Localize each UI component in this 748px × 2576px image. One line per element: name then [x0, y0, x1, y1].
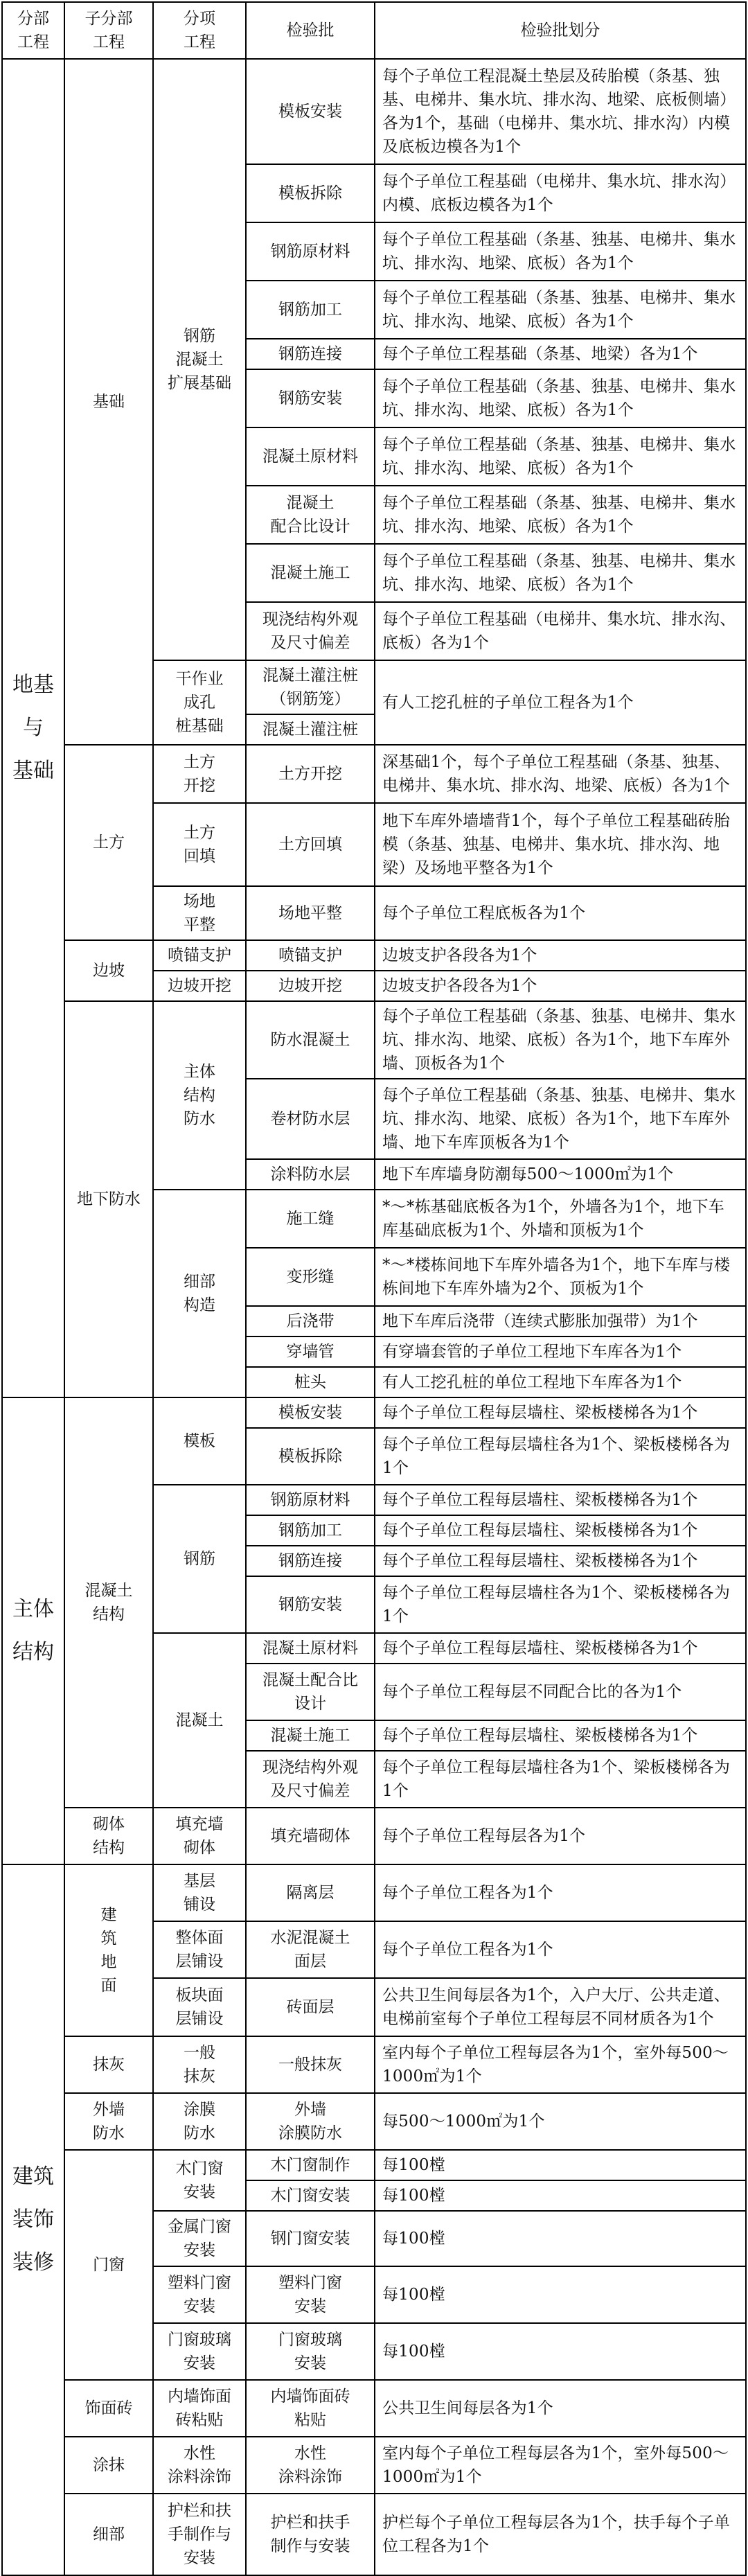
division-cell: 每个子单位工程每层各为1个	[375, 1808, 746, 1864]
table-row	[2, 2093, 746, 2150]
batch-cell: 木门窗安装	[246, 2180, 375, 2211]
batch-cell: 钢筋安装	[246, 369, 375, 427]
subdivision-details: 细部	[64, 2494, 153, 2575]
subdivision-plastering: 抹灰	[64, 2036, 153, 2093]
table-row	[2, 59, 746, 164]
item-site-leveling: 场地 平整	[153, 886, 246, 940]
table-row	[2, 2494, 746, 2575]
subdivision-floor: 建 筑 地 面	[64, 1864, 153, 2036]
item-formwork: 模板	[153, 1397, 246, 1485]
division-cell: 每个子单位工程基础（电梯井、集水坑、排水沟、底板）各为1个	[375, 602, 746, 660]
division-cell: 每个子单位工程每层墙柱、梁板楼梯各为1个	[375, 1633, 746, 1664]
division-cell: 每个子单位工程每层墙柱、梁板楼梯各为1个	[375, 1515, 746, 1546]
header-subdivision: 子分部 工程	[64, 2, 153, 59]
item-bored-pile: 干作业 成孔 桩基础	[153, 660, 246, 745]
division-cell: 有穿墙套管的子单位工程地下车库各为1个	[375, 1336, 746, 1367]
header-row	[2, 2, 746, 59]
batch-cell: 模板拆除	[246, 1428, 375, 1485]
batch-cell: 桩头	[246, 1367, 375, 1397]
item-window-glass: 门窗玻璃 安装	[153, 2323, 246, 2380]
batch-cell: 喷锚支护	[246, 940, 375, 971]
batch-cell: 水泥混凝土 面层	[246, 1921, 375, 1978]
division-cell: 每个子单位工程基础（条基、独基、电梯井、集水坑、排水沟、地梁、底板）各为1个	[375, 369, 746, 427]
division-cell: 室内每个子单位工程每层各为1个，室外每500～1000㎡为1个	[375, 2437, 746, 2494]
batch-cell: 木门窗制作	[246, 2150, 375, 2180]
division-cell: 每个子单位工程基础（电梯井、集水坑、排水沟）内模、底板边模各为1个	[375, 164, 746, 222]
inspection-lot-table	[1, 1, 747, 2576]
item-infill-masonry: 填充墙 砌体	[153, 1808, 246, 1864]
item-plastic-window: 塑料门窗 安装	[153, 2266, 246, 2323]
subdivision-concrete-structure: 混凝土 结构	[64, 1397, 153, 1808]
item-general-plastering: 一般 抹灰	[153, 2036, 246, 2093]
item-shotcrete-anchor: 喷锚支护	[153, 940, 246, 971]
batch-cell: 隔离层	[246, 1864, 375, 1921]
batch-cell: 混凝土原材料	[246, 427, 375, 486]
batch-cell: 变形缝	[246, 1248, 375, 1306]
batch-cell: 模板安装	[246, 59, 375, 164]
division-cell: 每个子单位工程混凝土垫层及砖胎模（条基、独基、电梯井、集水坑、排水沟、地梁、底板侧墙）各为1个，基础（电梯井、集水坑、排水沟）内模及底板边模各为1个	[375, 59, 746, 164]
division-cell: *～*楼栋间地下车库外墙各为1个，地下车库与楼栋间地下车库外墙为2个、顶板为1个	[375, 1248, 746, 1306]
item-backfill: 土方 回填	[153, 803, 246, 886]
batch-cell: 内墙饰面砖 粘贴	[246, 2380, 375, 2437]
item-excavation: 土方 开挖	[153, 745, 246, 803]
item-main-structure-waterproof: 主体 结构 防水	[153, 1001, 246, 1190]
item-block-surface: 板块面 层铺设	[153, 1978, 246, 2036]
division-cell: 每500～1000㎡为1个	[375, 2093, 746, 2150]
batch-cell: 砖面层	[246, 1978, 375, 2036]
batch-cell: 混凝土配合比 设计	[246, 1664, 375, 1720]
table-row	[2, 1864, 746, 1921]
batch-cell: 填充墙砌体	[246, 1808, 375, 1864]
batch-cell: 钢筋安装	[246, 1576, 375, 1633]
batch-cell: 防水混凝土	[246, 1001, 375, 1079]
batch-cell: 钢筋连接	[246, 339, 375, 369]
batch-cell: 钢筋加工	[246, 281, 375, 339]
table-row	[2, 1397, 746, 1428]
header-item: 分项 工程	[153, 2, 246, 59]
table-row	[2, 2036, 746, 2093]
division-cell: 有人工挖孔桩的单位工程地下车库各为1个	[375, 1367, 746, 1397]
table-row	[2, 1001, 746, 1079]
batch-cell: 穿墙管	[246, 1336, 375, 1367]
batch-cell: 水性 涂料涂饰	[246, 2437, 375, 2494]
division-cell: 地下车库外墙墙背1个，每个子单位工程基础砖胎模（条基、独基、电梯井、集水坑、排水沟、地梁）及场地平整各为1个	[375, 803, 746, 886]
header-batch: 检验批	[246, 2, 375, 59]
division-cell: 每个子单位工程各为1个	[375, 1921, 746, 1978]
batch-cell: 外墙 涂膜防水	[246, 2093, 375, 2150]
batch-cell: 后浇带	[246, 1306, 375, 1336]
division-cell: 每100樘	[375, 2266, 746, 2323]
batch-cell: 边坡开挖	[246, 971, 375, 1001]
item-rc-spread-footing: 钢筋 混凝土 扩展基础	[153, 59, 246, 660]
batch-cell: 混凝土原材料	[246, 1633, 375, 1664]
division-cell: 每100樘	[375, 2211, 746, 2266]
division-cell: 每个子单位工程基础（条基、地梁）各为1个	[375, 339, 746, 369]
subdivision-underground-waterproof: 地下防水	[64, 1001, 153, 1397]
item-railing-handrail: 护栏和扶 手制作与 安装	[153, 2494, 246, 2575]
item-slope-excavation: 边坡开挖	[153, 971, 246, 1001]
division-decoration: 建筑 装饰 装修	[2, 1864, 64, 2575]
batch-cell: 混凝土 配合比设计	[246, 486, 375, 544]
division-cell: 每个子单位工程基础（条基、独基、电梯井、集水坑、排水沟、地梁、底板）各为1个	[375, 544, 746, 602]
item-water-paint: 水性 涂料涂饰	[153, 2437, 246, 2494]
division-cell: 地下车库后浇带（连续式膨胀加强带）为1个	[375, 1306, 746, 1336]
division-foundation: 地基 与 基础	[2, 59, 64, 1397]
item-coating-waterproof: 涂膜 防水	[153, 2093, 246, 2150]
division-cell: 每个子单位工程每层墙柱、梁板楼梯各为1个	[375, 1397, 746, 1428]
division-cell: 每个子单位工程每层墙柱、梁板楼梯各为1个	[375, 1485, 746, 1515]
division-cell: 有人工挖孔桩的子单位工程各为1个	[375, 660, 746, 745]
division-cell: 每个子单位工程每层墙柱、梁板楼梯各为1个	[375, 1546, 746, 1576]
item-concrete: 混凝土	[153, 1633, 246, 1808]
batch-cell: 门窗玻璃 安装	[246, 2323, 375, 2380]
division-cell: 每100樘	[375, 2180, 746, 2211]
batch-cell: 卷材防水层	[246, 1079, 375, 1159]
table-row	[2, 2380, 746, 2437]
item-integral-surface: 整体面 层铺设	[153, 1921, 246, 1978]
division-cell: 室内每个子单位工程每层各为1个，室外每500～1000㎡为1个	[375, 2036, 746, 2093]
division-main-structure: 主体 结构	[2, 1397, 64, 1864]
subdivision-foundation: 基础	[64, 59, 153, 745]
division-cell: 每个子单位工程每层墙柱、梁板楼梯各为1个	[375, 1720, 746, 1751]
table-row	[2, 1808, 746, 1864]
division-cell: 公共卫生间每层各为1个	[375, 2380, 746, 2437]
table-row	[2, 745, 746, 803]
subdivision-earthwork: 土方	[64, 745, 153, 940]
division-cell: 每个子单位工程基础（条基、独基、电梯井、集水坑、排水沟、地梁、底板）各为1个	[375, 222, 746, 281]
batch-cell: 钢门窗安装	[246, 2211, 375, 2266]
item-wood-window: 木门窗 安装	[153, 2150, 246, 2211]
subdivision-slope: 边坡	[64, 940, 153, 1001]
table-row	[2, 2437, 746, 2494]
division-cell: 每个子单位工程每层墙柱各为1个、梁板楼梯各为1个	[375, 1751, 746, 1808]
batch-cell: 护栏和扶手 制作与安装	[246, 2494, 375, 2575]
batch-cell: 钢筋连接	[246, 1546, 375, 1576]
item-metal-window: 金属门窗 安装	[153, 2211, 246, 2266]
batch-cell: 塑料门窗 安装	[246, 2266, 375, 2323]
batch-cell: 钢筋原材料	[246, 222, 375, 281]
division-cell: 边坡支护各段各为1个	[375, 940, 746, 971]
batch-cell: 混凝土施工	[246, 544, 375, 602]
batch-cell: 土方回填	[246, 803, 375, 886]
division-cell: 每个子单位工程每层墙柱各为1个、梁板楼梯各为1个	[375, 1576, 746, 1633]
batch-cell: 现浇结构外观 及尺寸偏差	[246, 602, 375, 660]
division-cell: 每个子单位工程基础（条基、独基、电梯井、集水坑、排水沟、地梁、底板）各为1个，地下车库外墙、地下车库顶板各为1个	[375, 1079, 746, 1159]
division-cell: 每100樘	[375, 2150, 746, 2180]
batch-cell: 一般抹灰	[246, 2036, 375, 2093]
batch-cell: 钢筋原材料	[246, 1485, 375, 1515]
batch-cell: 涂料防水层	[246, 1159, 375, 1190]
division-cell: 护栏每个子单位工程每层各为1个，扶手每个子单位工程各为1个	[375, 2494, 746, 2575]
division-cell: 地下车库墙身防潮每500～1000㎡为1个	[375, 1159, 746, 1190]
division-cell: 每个子单位工程各为1个	[375, 1864, 746, 1921]
division-cell: 每个子单位工程底板各为1个	[375, 886, 746, 940]
batch-cell: 场地平整	[246, 886, 375, 940]
subdivision-masonry: 砌体 结构	[64, 1808, 153, 1864]
division-cell: *～*栋基础底板各为1个，外墙各为1个，地下车库基础底板为1个、外墙和顶板为1个	[375, 1190, 746, 1248]
division-cell: 每个子单位工程基础（条基、独基、电梯井、集水坑、排水沟、地梁、底板）各为1个	[375, 427, 746, 486]
subdivision-painting: 涂抹	[64, 2437, 153, 2494]
batch-cell: 混凝土灌注桩	[246, 714, 375, 745]
batch-cell: 钢筋加工	[246, 1515, 375, 1546]
division-cell: 公共卫生间每层各为1个，入户大厅、公共走道、电梯前室每个子单位工程每层不同材质各为1个	[375, 1978, 746, 2036]
division-cell: 边坡支护各段各为1个	[375, 971, 746, 1001]
table-row	[2, 2150, 746, 2180]
subdivision-facing-tile: 饰面砖	[64, 2380, 153, 2437]
division-cell: 每个子单位工程基础（条基、独基、电梯井、集水坑、排水沟、地梁、底板）各为1个	[375, 486, 746, 544]
item-detail-construction: 细部 构造	[153, 1190, 246, 1397]
division-cell: 每个子单位工程基础（条基、独基、电梯井、集水坑、排水沟、地梁、底板）各为1个	[375, 281, 746, 339]
batch-cell: 混凝土灌注桩 （钢筋笼）	[246, 660, 375, 714]
item-base-layer: 基层 铺设	[153, 1864, 246, 1921]
batch-cell: 土方开挖	[246, 745, 375, 803]
table-row	[2, 940, 746, 971]
batch-cell: 模板安装	[246, 1397, 375, 1428]
division-cell: 深基础1个，每个子单位工程基础（条基、独基、电梯井、集水坑、排水沟、地梁、底板）各为1个	[375, 745, 746, 803]
header-batch-division: 检验批划分	[375, 2, 746, 59]
division-cell: 每个子单位工程每层墙柱各为1个、梁板楼梯各为1个	[375, 1428, 746, 1485]
batch-cell: 施工缝	[246, 1190, 375, 1248]
item-rebar: 钢筋	[153, 1485, 246, 1633]
division-cell: 每100樘	[375, 2323, 746, 2380]
division-cell: 每个子单位工程基础（条基、独基、电梯井、集水坑、排水沟、地梁、底板）各为1个，地下车库外墙、顶板各为1个	[375, 1001, 746, 1079]
batch-cell: 模板拆除	[246, 164, 375, 222]
batch-cell: 现浇结构外观 及尺寸偏差	[246, 1751, 375, 1808]
subdivision-doors-windows: 门窗	[64, 2150, 153, 2380]
item-interior-tile: 内墙饰面 砖粘贴	[153, 2380, 246, 2437]
batch-cell: 混凝土施工	[246, 1720, 375, 1751]
subdivision-exterior-waterproof: 外墙 防水	[64, 2093, 153, 2150]
division-cell: 每个子单位工程每层不同配合比的各为1个	[375, 1664, 746, 1720]
header-division: 分部 工程	[2, 2, 64, 59]
